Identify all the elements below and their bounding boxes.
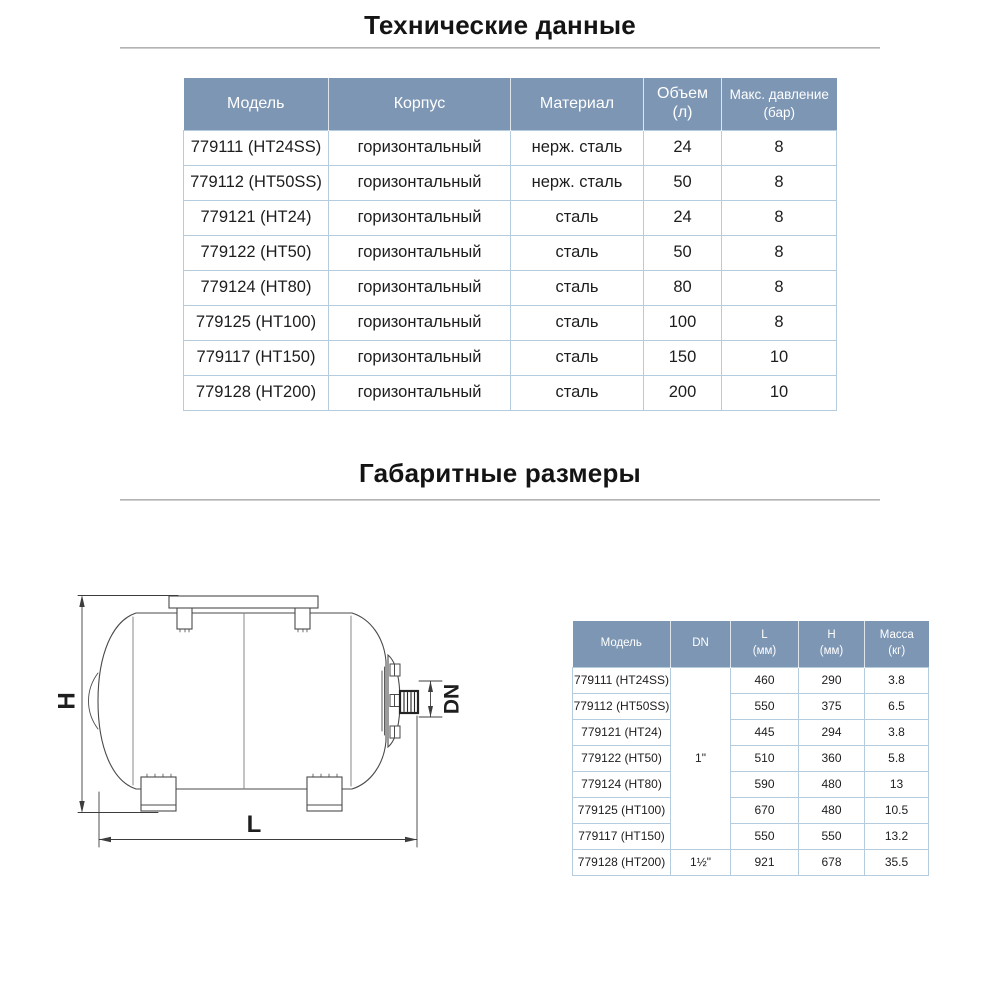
dims-cell-mass: 3.8 [865, 719, 929, 745]
tank-body [98, 613, 386, 789]
dimensions-table-header [573, 621, 929, 667]
table-row [573, 771, 929, 797]
table-row [184, 130, 837, 165]
specs-cell-material: сталь [511, 200, 644, 235]
specs-cell-model: 779125 (HT100) [184, 305, 329, 340]
specs-cell-body: горизонтальный [329, 340, 511, 375]
dims-cell-model: 779124 (HT80) [573, 771, 671, 797]
header-row [573, 621, 929, 667]
specs-cell-volume: 100 [644, 305, 722, 340]
specs-cell-volume: 24 [644, 130, 722, 165]
specs-cell-material: нерж. сталь [511, 130, 644, 165]
dims-cell-l: 550 [731, 823, 799, 849]
dome-cap-arc [89, 673, 99, 729]
divider-rule-top [120, 47, 880, 49]
table-row [184, 235, 837, 270]
specs-cell-volume: 50 [644, 165, 722, 200]
table-row [573, 745, 929, 771]
table-row [184, 305, 837, 340]
dims-cell-l: 921 [731, 849, 799, 875]
dims-col-dn: DN [671, 621, 731, 667]
specs-cell-material: сталь [511, 305, 644, 340]
specs-col-volume: Объем (л) [644, 78, 722, 130]
specs-table [183, 78, 837, 411]
specs-cell-model: 779112 (HT50SS) [184, 165, 329, 200]
specs-cell-body: горизонтальный [329, 235, 511, 270]
dims-col-model: Модель [573, 621, 671, 667]
table-row [184, 200, 837, 235]
specs-cell-material: сталь [511, 340, 644, 375]
dims-cell-l: 670 [731, 797, 799, 823]
dims-cell-model: 779122 (HT50) [573, 745, 671, 771]
specs-col-material: Материал [511, 78, 644, 130]
specs-col-pressure: Макс. давление (бар) [722, 78, 837, 130]
dimension-dn [419, 681, 442, 717]
specs-cell-pressure: 10 [722, 375, 837, 410]
divider-rule-bottom [120, 499, 880, 501]
dims-cell-mass: 13 [865, 771, 929, 797]
dims-cell-l: 460 [731, 667, 799, 693]
dims-cell-h: 294 [799, 719, 865, 745]
tank-drawing [40, 555, 520, 885]
dims-col-h: H (мм) [799, 621, 865, 667]
dims-cell-dn-group: 1" [671, 667, 731, 849]
dims-col-l: L (мм) [731, 621, 799, 667]
specs-cell-material: сталь [511, 235, 644, 270]
specs-cell-pressure: 10 [722, 340, 837, 375]
l-dimension-label: L [246, 811, 262, 838]
table-row [573, 797, 929, 823]
specs-cell-body: горизонтальный [329, 130, 511, 165]
specs-cell-model: 779128 (HT200) [184, 375, 329, 410]
table-row [573, 719, 929, 745]
specs-cell-pressure: 8 [722, 130, 837, 165]
specs-cell-body: горизонтальный [329, 270, 511, 305]
dims-cell-model: 779128 (HT200) [573, 849, 671, 875]
table-row [573, 823, 929, 849]
specs-cell-body: горизонтальный [329, 375, 511, 410]
specs-cell-pressure: 8 [722, 165, 837, 200]
dims-cell-l: 550 [731, 693, 799, 719]
dims-cell-mass: 5.8 [865, 745, 929, 771]
table-row [184, 270, 837, 305]
dims-cell-mass: 6.5 [865, 693, 929, 719]
specs-table-header [184, 78, 837, 130]
specs-cell-body: горизонтальный [329, 200, 511, 235]
dims-cell-model: 779117 (HT150) [573, 823, 671, 849]
specs-cell-pressure: 8 [722, 200, 837, 235]
dimensions-table [572, 621, 929, 876]
table-row [184, 165, 837, 200]
h-dimension-label: H [53, 692, 81, 710]
table-row [573, 693, 929, 719]
dims-cell-mass: 13.2 [865, 823, 929, 849]
specs-cell-model: 779111 (HT24SS) [184, 130, 329, 165]
specs-cell-volume: 50 [644, 235, 722, 270]
section-title-overall-dimensions: Габаритные размеры [359, 458, 641, 488]
specs-cell-volume: 24 [644, 200, 722, 235]
specs-cell-model: 779121 (HT24) [184, 200, 329, 235]
dims-cell-l: 590 [731, 771, 799, 797]
specs-cell-volume: 150 [644, 340, 722, 375]
table-row [573, 667, 929, 693]
specs-cell-material: сталь [511, 270, 644, 305]
dims-cell-model: 779112 (HT50SS) [573, 693, 671, 719]
table-row [573, 849, 929, 875]
dims-cell-h: 550 [799, 823, 865, 849]
header-row [184, 78, 837, 130]
pipe-connector [400, 691, 418, 713]
dims-cell-mass: 10.5 [865, 797, 929, 823]
specs-cell-pressure: 8 [722, 235, 837, 270]
dims-cell-model: 779125 (HT100) [573, 797, 671, 823]
dims-cell-model: 779111 (HT24SS) [573, 667, 671, 693]
specs-cell-model: 779117 (HT150) [184, 340, 329, 375]
specs-cell-material: нерж. сталь [511, 165, 644, 200]
flange-bolts [390, 664, 400, 738]
dims-cell-h: 290 [799, 667, 865, 693]
table-row [184, 340, 837, 375]
dn-dimension-label: DN [440, 683, 464, 715]
specs-cell-pressure: 8 [722, 305, 837, 340]
specs-cell-volume: 80 [644, 270, 722, 305]
dims-cell-h: 480 [799, 771, 865, 797]
specs-cell-volume: 200 [644, 375, 722, 410]
dims-cell-l: 510 [731, 745, 799, 771]
dims-cell-h: 375 [799, 693, 865, 719]
specs-col-model: Модель [184, 78, 329, 130]
specs-cell-body: горизонтальный [329, 165, 511, 200]
dims-cell-h: 360 [799, 745, 865, 771]
dims-cell-mass: 3.8 [865, 667, 929, 693]
specs-col-body: Корпус [329, 78, 511, 130]
table-row [184, 375, 837, 410]
dims-cell-h: 480 [799, 797, 865, 823]
specs-cell-body: горизонтальный [329, 305, 511, 340]
specs-cell-model: 779124 (HT80) [184, 270, 329, 305]
section-title-technical-data: Технические данные [364, 10, 636, 40]
specs-cell-pressure: 8 [722, 270, 837, 305]
dims-cell-model: 779121 (HT24) [573, 719, 671, 745]
specs-cell-model: 779122 (HT50) [184, 235, 329, 270]
dims-col-mass: Масса (кг) [865, 621, 929, 667]
connection-flange [382, 655, 400, 747]
specs-cell-material: сталь [511, 375, 644, 410]
dims-cell-l: 445 [731, 719, 799, 745]
dims-cell-mass: 35.5 [865, 849, 929, 875]
dims-cell-h: 678 [799, 849, 865, 875]
dims-cell-dn: 1½" [671, 849, 731, 875]
